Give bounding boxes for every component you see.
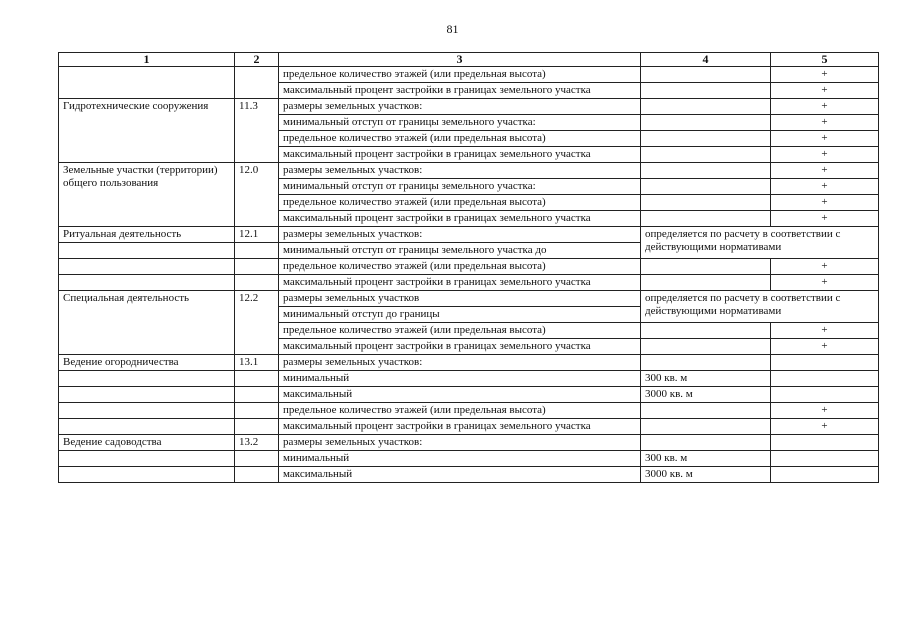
value-cell: определяется по расчету в соответствии с действующими нормативами: [641, 291, 879, 323]
parameter-cell: размеры земельных участков:: [279, 227, 641, 243]
parameter-cell: размеры земельных участков:: [279, 99, 641, 115]
parameter-cell: предельное количество этажей (или предельная высота): [279, 131, 641, 147]
use-code-cell: 13.2: [235, 435, 279, 451]
mark-cell: +: [771, 403, 879, 419]
use-name-cell: [59, 419, 235, 435]
use-name-cell: [59, 451, 235, 467]
use-code-cell: 11.3: [235, 99, 279, 163]
use-code-cell: [235, 451, 279, 467]
use-name-cell: [59, 467, 235, 483]
use-code-cell: [235, 83, 279, 99]
mark-cell: +: [771, 339, 879, 355]
use-name-cell: Земельные участки (территории) общего пользования: [59, 163, 235, 227]
table-row: [59, 163, 879, 179]
use-code-cell: [235, 387, 279, 403]
mark-cell: [771, 435, 879, 451]
parameter-cell: максимальный: [279, 467, 641, 483]
parameter-cell: размеры земельных участков:: [279, 355, 641, 371]
table-row: [59, 83, 879, 99]
header-col-3: 3: [279, 53, 641, 67]
mark-cell: [771, 355, 879, 371]
parameter-cell: максимальный процент застройки в границах земельного участка: [279, 83, 641, 99]
value-cell: [641, 147, 771, 163]
value-cell: определяется по расчету в соответствии с действующими нормативами: [641, 227, 879, 259]
mark-cell: +: [771, 67, 879, 83]
mark-cell: +: [771, 211, 879, 227]
value-cell: [641, 179, 771, 195]
use-name-cell: Ведение садоводства: [59, 435, 235, 451]
mark-cell: +: [771, 115, 879, 131]
parameter-cell: размеры земельных участков:: [279, 435, 641, 451]
value-cell: [641, 435, 771, 451]
use-name-cell: [59, 67, 235, 83]
use-name-cell: Ритуальная деятельность: [59, 227, 235, 243]
parameter-cell: минимальный: [279, 371, 641, 387]
table-row: [59, 67, 879, 83]
use-code-cell: [235, 371, 279, 387]
parameter-cell: максимальный процент застройки в границах земельного участка: [279, 275, 641, 291]
value-cell: [641, 339, 771, 355]
value-cell: [641, 195, 771, 211]
use-name-cell: [59, 371, 235, 387]
value-cell: [641, 259, 771, 275]
use-name-cell: [59, 275, 235, 291]
parameter-cell: минимальный: [279, 451, 641, 467]
table-row: [59, 99, 879, 115]
use-code-cell: [235, 243, 279, 259]
header-row: [59, 53, 879, 67]
use-name-cell: [59, 259, 235, 275]
value-cell: 300 кв. м: [641, 371, 771, 387]
mark-cell: +: [771, 419, 879, 435]
mark-cell: +: [771, 275, 879, 291]
use-name-cell: Гидротехнические сооружения: [59, 99, 235, 163]
mark-cell: +: [771, 147, 879, 163]
table-row: [59, 371, 879, 387]
table-row: [59, 291, 879, 307]
table-row: [59, 467, 879, 483]
mark-cell: +: [771, 163, 879, 179]
use-name-cell: [59, 243, 235, 259]
parameter-cell: предельное количество этажей (или предельная высота): [279, 323, 641, 339]
table-row: [59, 451, 879, 467]
table-row: [59, 403, 879, 419]
use-code-cell: 13.1: [235, 355, 279, 371]
use-code-cell: [235, 275, 279, 291]
value-cell: 300 кв. м: [641, 451, 771, 467]
value-cell: [641, 419, 771, 435]
mark-cell: +: [771, 179, 879, 195]
use-code-cell: [235, 467, 279, 483]
value-cell: [641, 211, 771, 227]
use-code-cell: 12.0: [235, 163, 279, 227]
table-row: [59, 227, 879, 243]
use-code-cell: 12.2: [235, 291, 279, 355]
mark-cell: +: [771, 195, 879, 211]
parameter-cell: максимальный процент застройки в границах земельного участка: [279, 147, 641, 163]
parameter-cell: размеры земельных участков: [279, 291, 641, 307]
mark-cell: +: [771, 131, 879, 147]
parameter-cell: предельное количество этажей (или предельная высота): [279, 195, 641, 211]
parameter-cell: максимальный: [279, 387, 641, 403]
value-cell: [641, 323, 771, 339]
value-cell: [641, 115, 771, 131]
parameter-cell: размеры земельных участков:: [279, 163, 641, 179]
value-cell: [641, 403, 771, 419]
parameter-cell: предельное количество этажей (или предельная высота): [279, 259, 641, 275]
table-row: [59, 275, 879, 291]
parameter-cell: минимальный отступ от границы земельного участка:: [279, 115, 641, 131]
value-cell: [641, 275, 771, 291]
parameter-cell: минимальный отступ от границы земельного участка до: [279, 243, 641, 259]
header-col-5: 5: [771, 53, 879, 67]
use-code-cell: [235, 67, 279, 83]
mark-cell: [771, 371, 879, 387]
header-col-4: 4: [641, 53, 771, 67]
use-code-cell: [235, 403, 279, 419]
value-cell: [641, 99, 771, 115]
value-cell: 3000 кв. м: [641, 387, 771, 403]
use-code-cell: [235, 419, 279, 435]
parameter-cell: минимальный отступ от границы земельного участка:: [279, 179, 641, 195]
parameter-cell: минимальный отступ до границы: [279, 307, 641, 323]
parameter-cell: предельное количество этажей (или предельная высота): [279, 403, 641, 419]
use-name-cell: [59, 83, 235, 99]
parameter-cell: максимальный процент застройки в границах земельного участка: [279, 339, 641, 355]
header-col-1: 1: [59, 53, 235, 67]
use-code-cell: 12.1: [235, 227, 279, 243]
value-cell: [641, 83, 771, 99]
use-name-cell: [59, 387, 235, 403]
value-cell: [641, 67, 771, 83]
mark-cell: +: [771, 99, 879, 115]
mark-cell: [771, 467, 879, 483]
use-code-cell: [235, 259, 279, 275]
table-row: [59, 259, 879, 275]
parameter-cell: максимальный процент застройки в границах земельного участка: [279, 211, 641, 227]
page-number: 81: [446, 22, 459, 36]
land-use-table: [58, 52, 879, 483]
table-row: [59, 355, 879, 371]
table-row: [59, 419, 879, 435]
mark-cell: [771, 387, 879, 403]
header-col-2: 2: [235, 53, 279, 67]
parameter-cell: предельное количество этажей (или предельная высота): [279, 67, 641, 83]
mark-cell: [771, 451, 879, 467]
table-row: [59, 387, 879, 403]
use-name-cell: Ведение огородничества: [59, 355, 235, 371]
parameter-cell: максимальный процент застройки в границах земельного участка: [279, 419, 641, 435]
use-name-cell: Специальная деятельность: [59, 291, 235, 355]
mark-cell: +: [771, 259, 879, 275]
mark-cell: +: [771, 323, 879, 339]
use-name-cell: [59, 403, 235, 419]
value-cell: 3000 кв. м: [641, 467, 771, 483]
mark-cell: +: [771, 83, 879, 99]
value-cell: [641, 163, 771, 179]
value-cell: [641, 131, 771, 147]
value-cell: [641, 355, 771, 371]
table-row: [59, 435, 879, 451]
